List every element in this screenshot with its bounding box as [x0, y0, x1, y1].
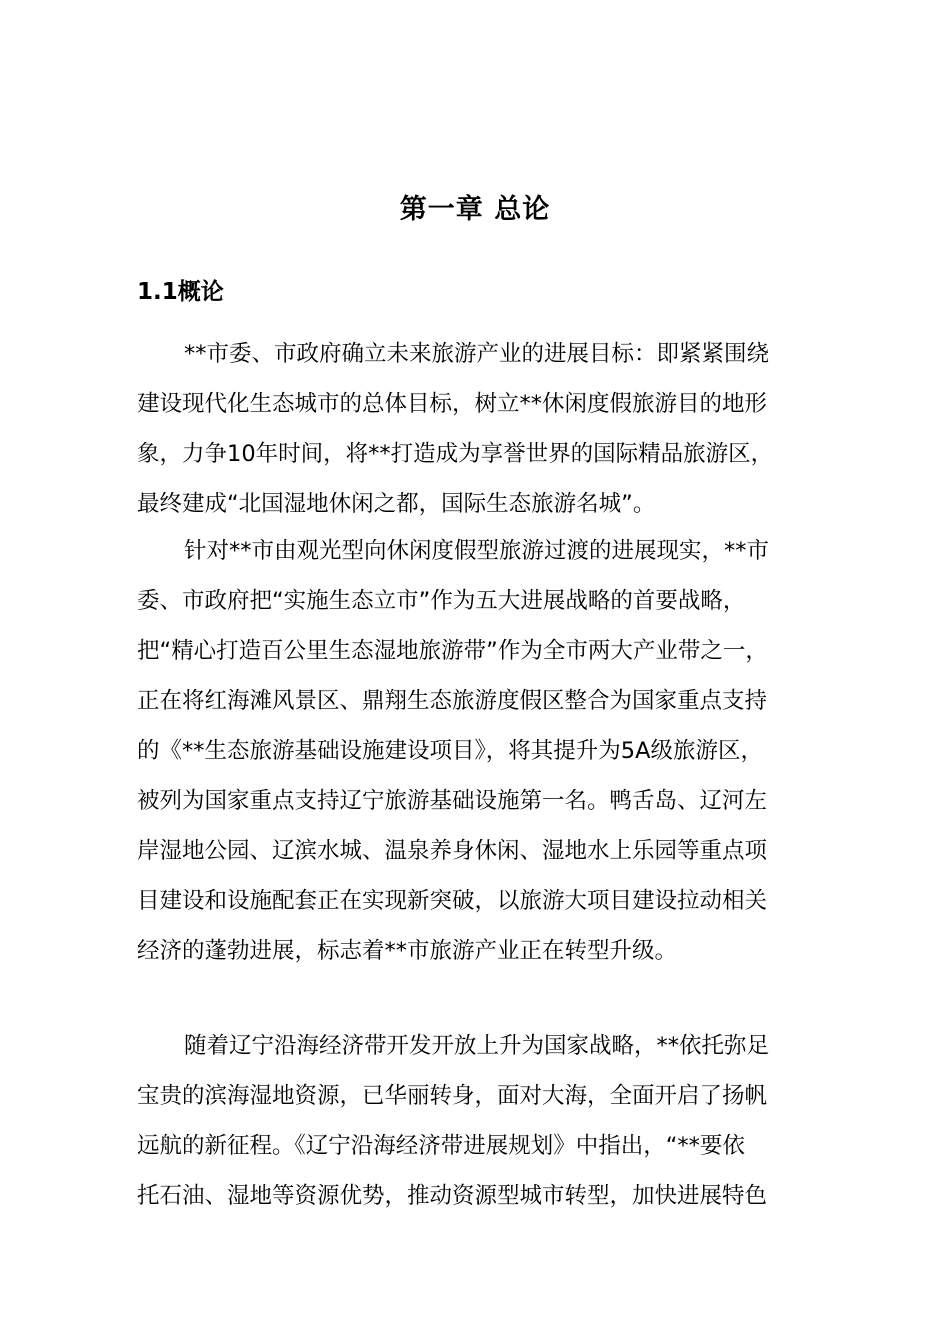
paragraph-line: **市委、市政府确立未来旅游产业的进展目标：即紧紧围绕 — [184, 341, 770, 367]
paragraph-line: 目建设和设施配套正在实现新突破，以旅游大项目建设拉动相关 — [137, 888, 768, 914]
chapter-title: 第一章 总论 — [399, 194, 551, 225]
paragraph-1 — [137, 329, 827, 529]
paragraph-line: 远航的新征程。《辽宁沿海经济带进展规划》中指出，“**要依 — [137, 1133, 745, 1159]
paragraph-line: 宝贵的滨海湿地资源，已华丽转身，面对大海，全面开启了扬帆 — [137, 1083, 768, 1109]
section-title: 1.1概论 — [137, 279, 224, 305]
paragraph-line: 的《**生态旅游基础设施建设项目》，将其提升为5A级旅游区， — [137, 738, 763, 764]
paragraph-line: 把“精心打造百公里生态湿地旅游带”作为全市两大产业带之一， — [137, 638, 768, 664]
paragraph-line: 随着辽宁沿海经济带开发开放上升为国家战略，**依托弥足 — [184, 1033, 770, 1059]
paragraph-line: 被列为国家重点支持辽宁旅游基础设施第一名。鸭舌岛、辽河左 — [137, 788, 768, 814]
paragraph-3 — [137, 1021, 827, 1221]
paragraph-line: 经济的蓬勃进展，标志着**市旅游产业正在转型升级。 — [137, 938, 678, 964]
paragraph-line: 正在将红海滩风景区、鼎翔生态旅游度假区整合为国家重点支持 — [137, 688, 768, 714]
paragraph-line: 委、市政府把“实施生态立市”作为五大进展战略的首要战略， — [137, 588, 746, 614]
paragraph-2 — [137, 526, 827, 976]
paragraph-line: 建设现代化生态城市的总体目标，树立**休闲度假旅游目的地形 — [137, 391, 768, 417]
paragraph-line: 针对**市由观光型向休闲度假型旅游过渡的进展现实，**市 — [184, 538, 770, 564]
paragraph-line: 象，力争10年时间，将**打造成为享誉世界的国际精品旅游区， — [137, 441, 774, 467]
paragraph-line: 托石油、湿地等资源优势，推动资源型城市转型，加快进展特色 — [137, 1183, 768, 1209]
paragraph-line: 最终建成“北国湿地休闲之都，国际生态旅游名城”。 — [137, 491, 656, 517]
paragraph-line: 岸湿地公园、辽滨水城、温泉养身休闲、湿地水上乐园等重点项 — [137, 838, 768, 864]
